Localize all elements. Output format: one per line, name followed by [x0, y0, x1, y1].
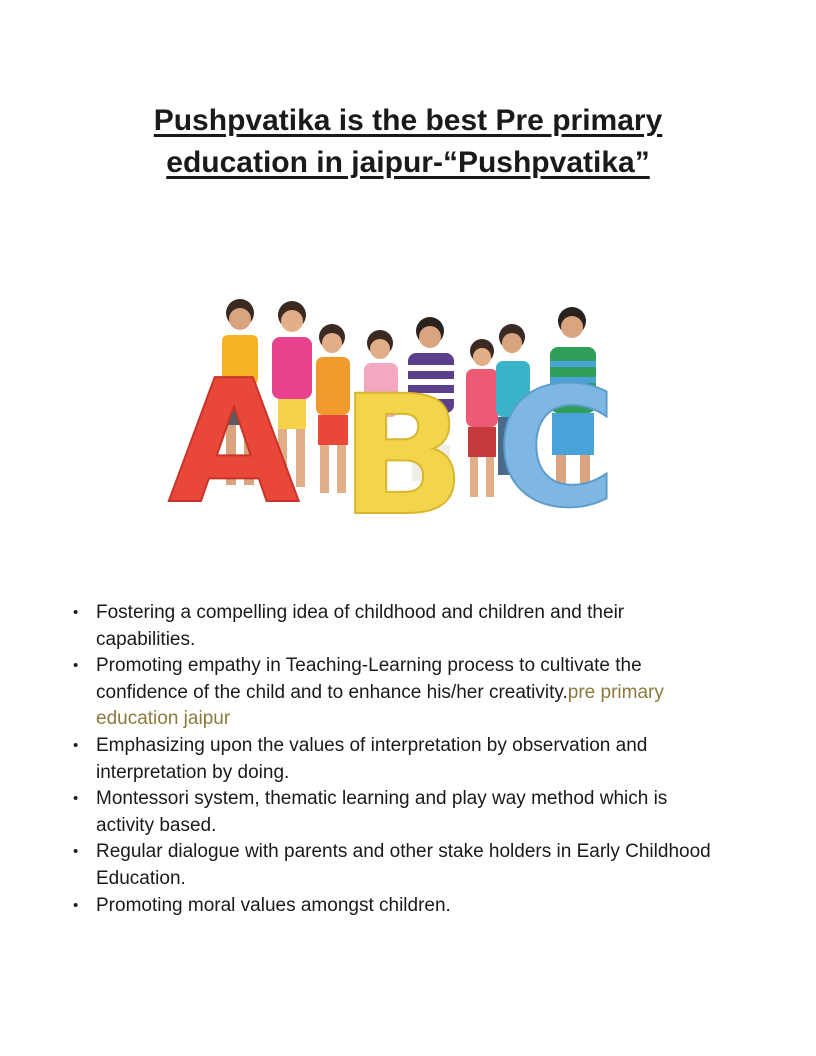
list-item: • Emphasizing upon the values of interpretation by observation and interpretation by doing. — [96, 733, 716, 786]
list-item: • Regular dialogue with parents and other stake holders in Early Childhood Education. — [96, 839, 716, 892]
list-item: • Montessori system, thematic learning and play way method which is activity based. — [96, 786, 716, 839]
letter-a: A — [168, 344, 300, 520]
letter-c: C — [496, 352, 618, 520]
pre-primary-education-jaipur-link[interactable]: pre primary education jaipur — [96, 681, 664, 730]
bullet-list — [96, 600, 716, 919]
page-title-line-2: education in jaipur-“Pushpvatika” — [166, 146, 650, 179]
list-item: • Promoting moral values amongst children. — [96, 893, 716, 920]
letter-b: B — [340, 360, 466, 520]
page-title — [60, 100, 756, 184]
page-title-line-1: Pushpvatika is the best Pre primary — [153, 104, 663, 137]
children-abc-illustration — [160, 295, 620, 520]
list-item: • Fostering a compelling idea of childhood and children and their capabilities. — [96, 600, 716, 653]
child-6 — [466, 339, 498, 497]
list-item: • Promoting empathy in Teaching-Learning process to cultivate the confidence of the child and to enhance his/her creativity.pre primary education jaipur — [96, 653, 716, 733]
